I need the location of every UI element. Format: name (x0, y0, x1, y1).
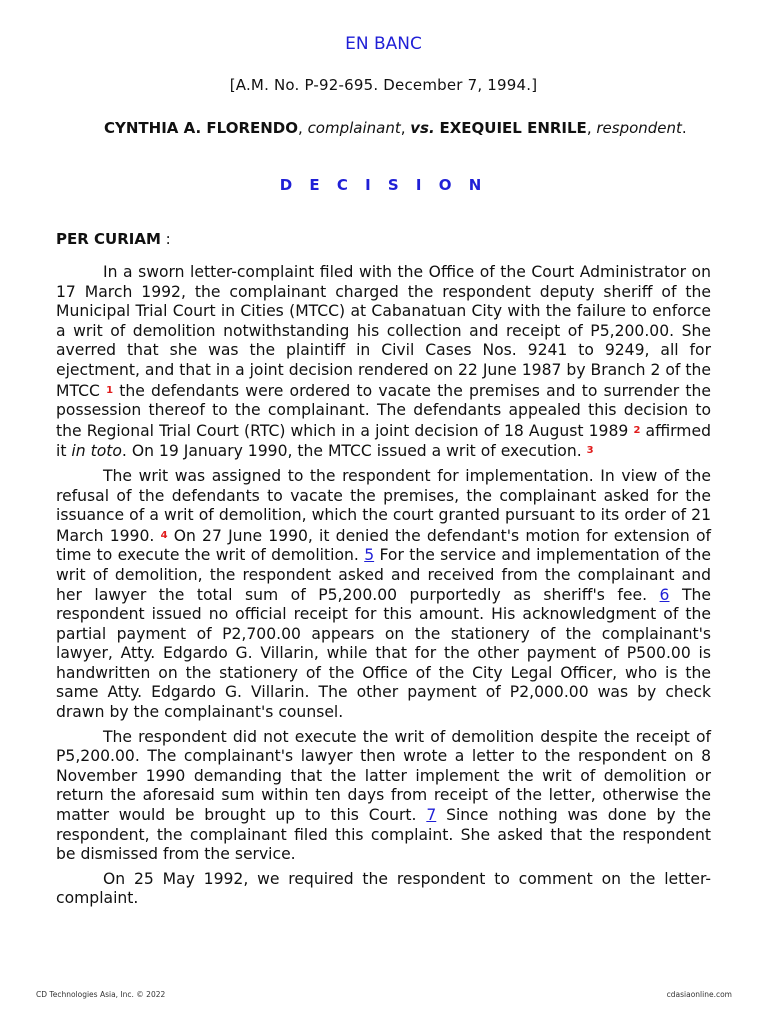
paragraph-text: The respondent issued no official receipt for this amount. His acknowledgment of the partial payment of P2,700.00 appears on the stationery of the complainant's lawyer, Atty. Edgardo G. Villarin, while that for the other payment of P500.00 is handwritten on the stationery of the Office of the City Legal Officer, who is the same Atty. Edgardo G. Villarin. The other payment of P2,000.00 was by check drawn by the complainant's counsel. (56, 585, 711, 722)
paragraph-3 (56, 728, 711, 865)
complainant-role: complainant (307, 119, 401, 137)
paragraph-text: the defendants were ordered to vacate the premises and to surrender the possession thereof to the complainant. The defendants appealed this decision to the Regional Trial Court (RTC) which in a joint decision of 18 August 1989 (56, 381, 711, 440)
case-number: [A.M. No. P-92-695. December 7, 1994.] (229, 76, 538, 94)
per-curiam-label: PER CURIAM (56, 230, 161, 248)
paragraph-1 (56, 263, 711, 462)
respondent-role: respondent (596, 119, 682, 137)
paragraph-text: On 27 June 1990, it denied the defendant's motion for extension of time to execute the writ of demolition. (56, 526, 711, 565)
paragraph-text: In a sworn letter-complaint filed with the Office of the Court Administrator on 17 March 1992, the complainant charged the respondent deputy sheriff of the Municipal Trial Court in Cities (MTCC) at Cabanatuan City with the failure to enforce a writ of demolition notwithstanding his collection and receipt of P5,200.00. She averred that she was the plaintiff in Civil Cases Nos. 9241 to 9249, all for ejectment, and that in a joint decision rendered on 22 June 1987 by Branch 2 of the MTCC (56, 263, 711, 400)
respondent-name: EXEQUIEL ENRILE (439, 119, 587, 137)
footer-copyright: CD Technologies Asia, Inc. © 2022 (36, 990, 166, 999)
paragraph-2 (56, 467, 711, 723)
document-page (56, 30, 711, 914)
case-parties: CYNTHIA A. FLORENDO, complainant, vs. EXEQUIEL ENRILE, respondent. (104, 119, 687, 137)
footnote-link-5[interactable]: 5 (364, 546, 375, 565)
decision-title: D E C I S I O N (279, 176, 488, 194)
court-division: EN BANC (345, 34, 422, 54)
paragraph-text: Since nothing was done by the respondent, the complainant filed this complaint. She asked that the respondent be dismissed from the service. (56, 806, 711, 864)
paragraph-text: affirmed it (56, 421, 711, 461)
paragraph-text: On 25 May 1992, we required the respondent to comment on the letter-complaint. (56, 869, 711, 908)
paragraph-text: For the service and implementation of the writ of demolition, the respondent asked and received from the complainant and her lawyer the total sum of P5,200.00 purportedly as sheriff's fee. (56, 546, 711, 604)
italic-term: in toto (71, 442, 122, 461)
decision-body (56, 263, 711, 909)
paragraph-text: The writ was assigned to the respondent for implementation. In view of the refusal of the defendants to vacate the premises, the complainant asked for the issuance of a writ of demolition, which the court granted pursuant to its order of 21 March 1990. (56, 466, 711, 545)
footnote-3[interactable]: 3 (586, 445, 594, 457)
footnote-link-7[interactable]: 7 (426, 806, 437, 825)
versus: vs. (410, 119, 435, 137)
footnote-link-6[interactable]: 6 (659, 585, 670, 604)
complainant-name: CYNTHIA A. FLORENDO (104, 119, 299, 137)
paragraph-text: . On 19 January 1990, the MTCC issued a writ of execution. (121, 442, 582, 461)
paragraph-4 (56, 870, 711, 909)
footnote-1[interactable]: 1 (106, 384, 114, 396)
footnote-4[interactable]: 4 (160, 529, 168, 541)
per-curiam-heading: PER CURIAM : (56, 230, 171, 248)
footer-site[interactable]: cdasiaonline.com (666, 990, 732, 999)
paragraph-text: The respondent did not execute the writ of demolition despite the receipt of P5,200.00. The complainant's lawyer then wrote a letter to the respondent on 8 November 1990 demanding that the latter implement the writ of demolition or return the aforesaid sum within ten days from receipt of the letter, otherwise the matter would be brought up to this Court. (56, 727, 711, 825)
footnote-2[interactable]: 2 (633, 424, 641, 436)
